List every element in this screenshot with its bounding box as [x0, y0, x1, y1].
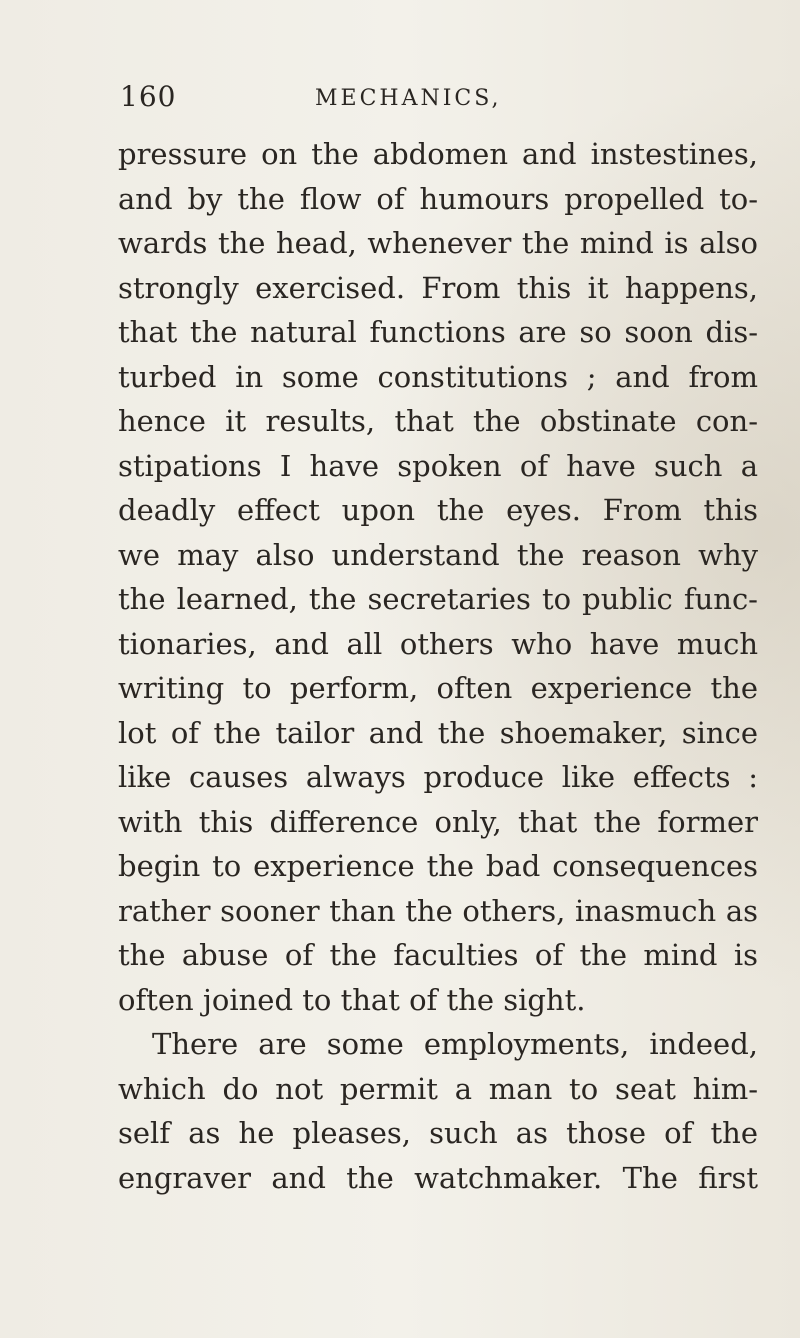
- text-line: lot of the tailor and the shoemaker, since: [118, 715, 758, 750]
- text-line: deadly effect upon the eyes. From this: [118, 493, 758, 527]
- text-line: stipations I have spoken of have such a: [118, 448, 758, 483]
- text-line: and by the flow of humours propelled to-: [118, 181, 758, 216]
- text-line: which do not permit a man to seat him-: [118, 1071, 758, 1106]
- text-line: engraver and the watchmaker. The first: [118, 1160, 758, 1195]
- text-line: pressure on the abdomen and instestines,: [118, 137, 758, 171]
- text-line: we may also understand the reason why: [118, 537, 758, 572]
- text-line: the learned, the secretaries to public func-: [118, 582, 758, 616]
- text-line: with this difference only, that the former: [118, 804, 758, 839]
- text-line: rather sooner than the others, inasmuch as: [118, 893, 758, 928]
- text-line: writing to perform, often experience the: [118, 671, 758, 705]
- text-line: self as he pleases, such as those of the: [118, 1116, 758, 1150]
- text-line: tionaries, and all others who have much: [118, 626, 758, 661]
- text-line: turbed in some constitutions ; and from: [118, 359, 758, 394]
- running-head: MECHANICS,: [315, 86, 502, 111]
- body-text: [118, 132, 758, 1200]
- text-line: that the natural functions are so soon dis-: [118, 315, 758, 349]
- text-line: hence it results, that the obstinate con-: [118, 404, 758, 438]
- text-line: the abuse of the faculties of the mind is: [118, 938, 758, 972]
- text-line: begin to experience the bad consequences: [118, 849, 758, 883]
- text-line: often joined to that of the sight.: [118, 982, 586, 1017]
- text-line: like causes always produce like effects :: [118, 760, 758, 794]
- paragraph-start-line: There are some employments, indeed,: [152, 1027, 758, 1061]
- page-number: 160: [120, 80, 177, 113]
- page-header: [120, 80, 720, 124]
- text-line: wards the head, whenever the mind is also: [118, 226, 758, 260]
- text-line: strongly exercised. From this it happens,: [118, 270, 758, 305]
